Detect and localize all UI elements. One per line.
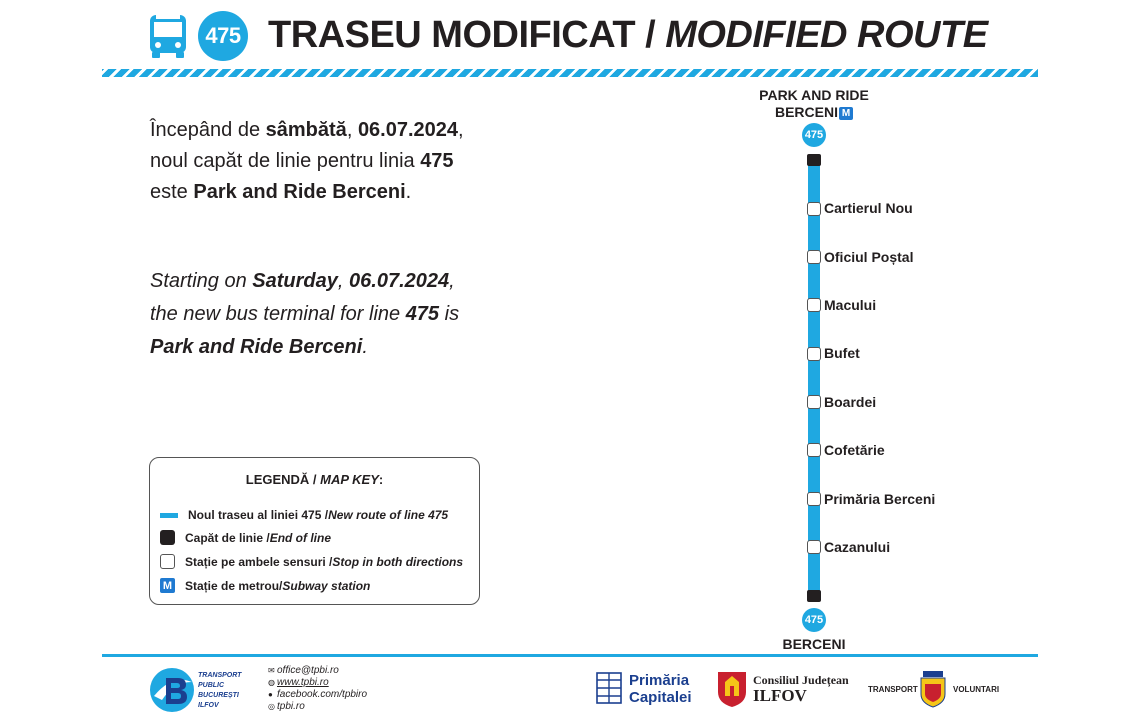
stop-label: Bufet [824,345,860,361]
globe-icon: ◍ [268,678,275,687]
header-stripe-divider [102,69,1038,77]
legend-row-stop: Stație pe ambele sensuri / Stop in both directions [160,554,463,569]
route-line-swatch [160,513,178,518]
contact-info [268,665,367,713]
stop-label: Oficiul Poștal [824,249,914,265]
stop-marker [807,298,821,312]
metro-icon: M [839,107,853,120]
stop-label: Boardei [824,394,877,410]
end-of-line-bottom [807,590,821,602]
transport-voluntari-label-left: TRANSPORT [868,685,918,694]
stop-label: Macului [824,297,877,313]
stop-label: Primăria Berceni [824,491,936,507]
transport-voluntari-label-right: VOLUNTARI [953,685,1000,694]
mail-icon: ✉ [268,666,275,675]
consiliul-judetean-name: Consiliul Județean ILFOV [753,673,849,705]
bus-icon [148,13,188,59]
facebook-link[interactable]: facebook.com/tpbiro [277,689,368,700]
legend-row-new-route: Noul traseu al liniei 475 / New route of line 475 [160,508,448,522]
notice-english: Starting on Saturday, 06.07.2024, the new bus terminal for line 475 is Park and Ride Berceni. [150,270,460,358]
voluntari-crest-icon [919,670,947,708]
email-link[interactable]: office@tpbi.ro [277,665,339,676]
legend-title: LEGENDĂ / MAP KEY: [245,472,384,487]
route-line [808,158,820,598]
legend-row-subway: M Stație de metrou/ Subway station [160,578,370,593]
facebook-icon: ● [268,690,273,699]
line-number-badge: 475 [198,11,248,61]
stop-marker [807,395,821,409]
route-badge-top: 475 [802,123,826,147]
footer-divider [102,654,1038,657]
legend-row-end-of-line: Capăt de linie / End of line [160,530,331,545]
stop-label: Cazanului [824,539,891,555]
end-of-line-top [807,154,821,166]
stop-marker [807,540,821,554]
ilfov-crest-icon [716,670,748,708]
page-title: TRASEU MODIFICAT / MODIFIED ROUTE [268,14,988,56]
tpbi-logo-icon [148,666,196,714]
notice-romanian: Începând de sâmbătă, 06.07.2024, noul capăt de linie pentru linia 475 este Park and Ride Berceni. [150,119,464,203]
stop-marker [807,250,821,264]
primaria-capitalei-logo-icon [596,672,622,704]
header [0,0,1143,70]
stop-swatch [160,554,175,569]
route-badge-bottom: 475 [802,608,826,632]
tpbi-name: TRANSPORT PUBLIC BUCUREȘTI ILFOV [198,672,242,709]
website-link[interactable]: www.tpbi.ro [277,677,329,688]
map-legend [149,457,480,605]
stop-marker [807,492,821,506]
stop-label: Cofetărie [824,442,885,458]
metro-icon: M [160,578,175,593]
stop-label: Cartierul Nou [824,200,913,216]
terminal-bottom: BERCENI [782,636,846,652]
stop-marker [807,443,821,457]
stop-marker [807,347,821,361]
end-of-line-swatch [160,530,175,545]
terminal-top: PARK AND RIDE BERCENI M [759,87,869,120]
instagram-icon: ◎ [268,702,275,711]
instagram-link[interactable]: tpbi.ro [277,701,305,712]
stop-marker [807,202,821,216]
primaria-capitalei-name: Primăria Capitalei [629,672,692,706]
